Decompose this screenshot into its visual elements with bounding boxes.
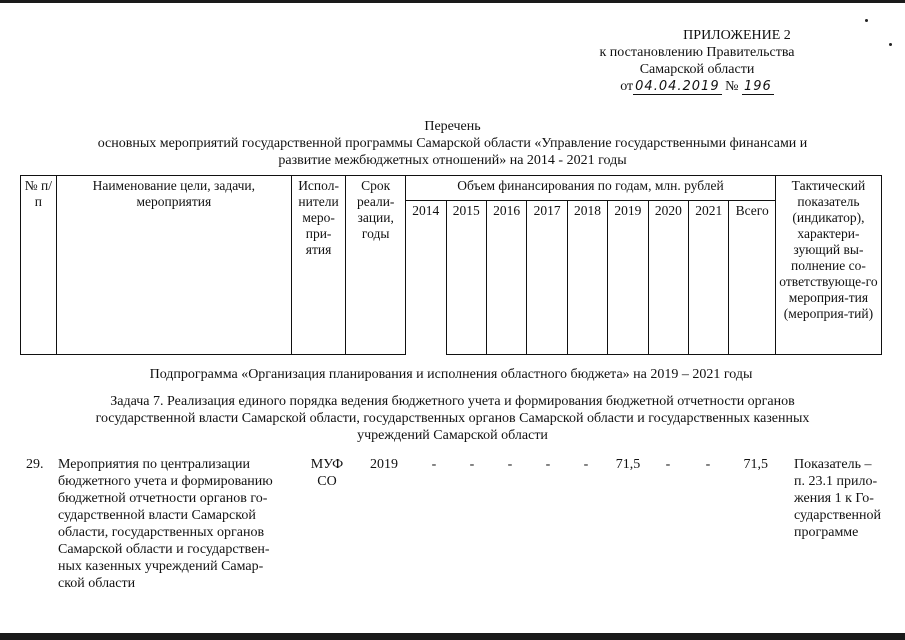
row-indicator-line: п. 23.1 прило- [794,474,878,489]
row-indicator-line: жения 1 к Го- [794,491,874,506]
measures-table-header [20,175,882,355]
appendix-title: ПРИЛОЖЕНИЕ 2 [683,28,791,43]
title-line-3: развитие межбюджетных отношений» на 2014 - 2021 годы [278,153,627,168]
title-line-1: Перечень [424,119,481,134]
decree-line-1: к постановлению Правительства [599,45,795,60]
header-financing: Объем финансирования по годам, млн. рублей [406,176,776,201]
row-name-line: области, государственных органов [58,525,265,540]
header-total: Всего [729,201,775,355]
row-value-2014: - [431,457,437,472]
header-year-2021: 2021 [689,201,729,355]
header-num: № п/п [21,176,57,355]
decree-date: 04.04.2019 [635,79,720,94]
row-name-line: Самарской области и государствен- [58,542,270,557]
task-heading [40,393,865,444]
row-name-line: Мероприятия по централизации [58,457,250,472]
scan-speck [865,19,868,22]
header-year-2015: 2015 [446,201,486,355]
row-indicator-line: программе [794,525,859,540]
row-indicator-line: Показатель – [794,457,872,472]
header-executors: Испол-нители меро-при-ятия [291,176,345,355]
header-year-2020: 2020 [648,201,688,355]
header-year-2016: 2016 [486,201,526,355]
header-name: Наименование цели, задачи, мероприятия [56,176,291,355]
row-value-2016: - [507,457,513,472]
row-value-total: 71,5 [743,457,768,472]
row-executor-line: МУФ [310,457,344,472]
row-value-2020: - [665,457,671,472]
header-year-2014: 2014 [406,201,446,355]
appendix-header [567,27,827,95]
task-line-2: государственной власти Самарской области, государственных органов Самарской области и государственных казенных [95,411,810,426]
row-value-2015: - [469,457,475,472]
title-line-2: основных мероприятий государственной программы Самарской области «Управление государственными финансами и [97,136,808,151]
row-name-line: бюджетного учета и формированию [58,474,273,489]
decree-date-line [620,78,774,95]
task-line-3: учреждений Самарской области [357,428,548,443]
row-value-2018: - [583,457,589,472]
header-year-2018: 2018 [567,201,607,355]
task-line-1: Задача 7. Реализация единого порядка ведения бюджетного учета и формирования бюджетной отчетности органов [110,394,795,409]
header-term: Срок реали-зации, годы [346,176,406,355]
row-name-line: сударственной власти Самарской [58,508,256,523]
row-executor-line: СО [317,474,337,489]
row-value-2017: - [545,457,551,472]
row-name-line: ных казенных учреждений Самар- [58,559,264,574]
row-value-2019: 71,5 [615,457,641,472]
decree-number: 196 [743,79,772,94]
number-prefix: № [725,79,739,94]
row-term: 2019 [370,457,398,472]
row-indicator [794,456,894,541]
row-name-line: ской области [58,576,136,591]
header-year-2019: 2019 [608,201,648,355]
row-indicator-line: сударственной [794,508,882,523]
scan-edge-bottom [0,633,905,640]
date-prefix: от [620,79,634,94]
scan-speck [889,43,892,46]
subprogram-heading: Подпрограмма «Организация планирования и исполнения областного бюджета» на 2019 – 2021 годы [149,367,753,382]
row-value-2021: - [705,457,711,472]
scan-edge-top [0,0,905,3]
row-name-line: бюджетной отчетности органов го- [58,491,268,506]
header-indicator: Тактический показатель (индикатор), характери-зующий вы-полнение со-ответствующе-го мероприя-тия (мероприя-тий) [775,176,881,355]
row-executor [302,456,352,490]
row-number: 29. [26,457,44,472]
header-year-2017: 2017 [527,201,567,355]
decree-line-2: Самарской области [639,62,755,77]
document-title [40,118,865,169]
row-measure-name [58,456,300,592]
